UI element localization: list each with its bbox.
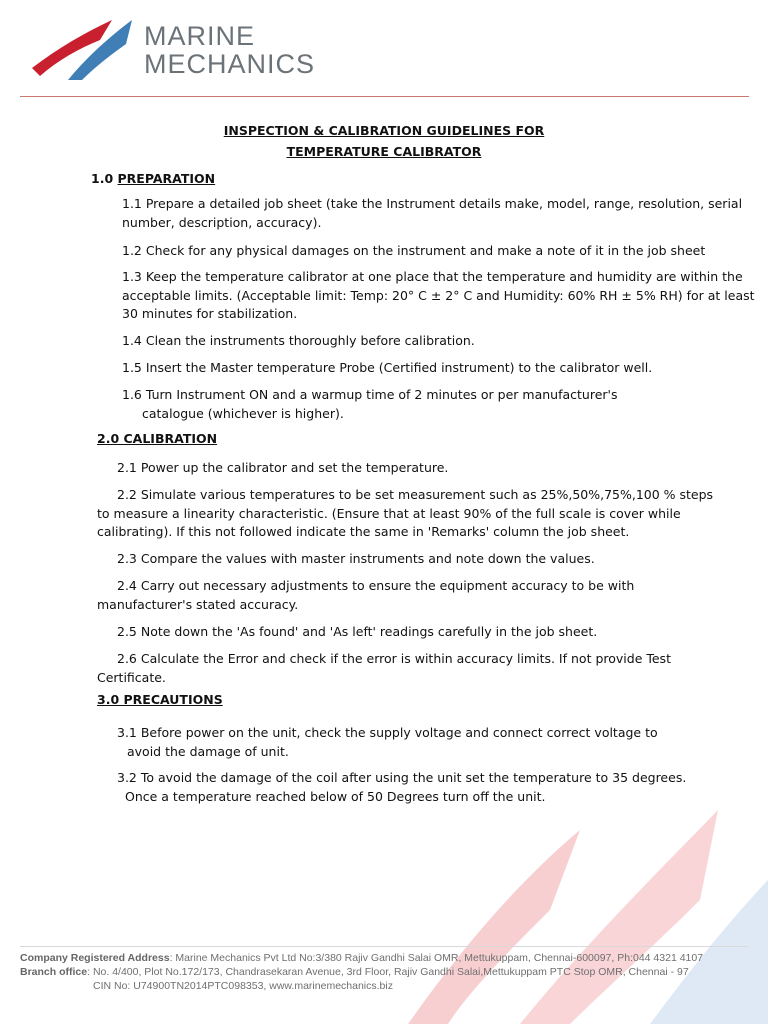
footer-text: : No. 4/400, Plot No.172/173, Chandrasekaran Avenue, 3rd Floor, Rajiv Gandhi Salai,Mettukuppam PTC Stop OMR, Chennai - 97 [87, 966, 689, 978]
item-line: 2.1 Power up the calibrator and set the temperature. [117, 460, 449, 475]
item-line: 2.4 Carry out necessary adjustments to ensure the equipment accuracy to be with [117, 578, 635, 593]
brand-line-2: MECHANICS [144, 49, 316, 79]
item-line: 3.1 Before power on the unit, check the supply voltage and connect correct voltage to [117, 725, 658, 740]
section-title: 3.0 PRECAUTIONS [97, 692, 223, 707]
item-line: catalogue (whichever is higher). [142, 405, 344, 421]
item-line: 1.6 Turn Instrument ON and a warmup time of 2 minutes or per manufacturer's [122, 387, 618, 402]
item-2-3 [117, 550, 595, 569]
logo-watermark [400, 800, 768, 1024]
item-line: to measure a linearity characteristic. (Ensure that at least 90% of the full scale is cover while [97, 505, 681, 521]
item-line: 1.1 Prepare a detailed job sheet (take the Instrument details make, model, range, resolution, serial [122, 196, 743, 211]
item-line: 1.5 Insert the Master temperature Probe (Certified instrument) to the calibrator well. [122, 360, 653, 375]
item-2-4 [97, 577, 634, 614]
item-line: 1.4 Clean the instruments thoroughly before calibration. [122, 333, 475, 348]
document-title-line-2: TEMPERATURE CALIBRATOR [286, 144, 482, 159]
item-1-4 [122, 332, 475, 351]
footer-cin: CIN No: U74900TN2014PTC098353, www.marinemechanics.biz [93, 980, 393, 992]
item-line: manufacturer's stated accuracy. [97, 596, 299, 612]
item-line: Once a temperature reached below of 50 Degrees turn off the unit. [125, 788, 546, 804]
item-line: 2.5 Note down the 'As found' and 'As left' readings carefully in the job sheet. [117, 624, 598, 639]
item-line: 3.2 To avoid the damage of the coil after using the unit set the temperature to 35 degrees. [117, 770, 687, 785]
item-line: 30 minutes for stabilization. [122, 306, 298, 321]
item-2-5 [117, 623, 597, 642]
section-heading-precautions [97, 692, 223, 707]
item-1-2 [122, 242, 705, 261]
item-1-1-cont [122, 214, 321, 233]
item-2-6 [97, 650, 671, 687]
item-line: calibrating). If this not followed indicate the same in 'Remarks' column the job sheet. [97, 524, 630, 539]
item-2-2 [97, 486, 713, 542]
section-title: PREPARATION [117, 171, 216, 186]
item-3-1 [117, 724, 658, 761]
item-1-5 [122, 359, 652, 378]
item-2-1 [117, 459, 448, 478]
footer-divider [20, 946, 748, 947]
company-name [144, 22, 315, 78]
item-line: avoid the damage of unit. [127, 743, 289, 759]
item-line: 2.6 Calculate the Error and check if the error is within accuracy limits. If not provide Test [117, 651, 671, 666]
footer-label: Branch office [20, 966, 88, 978]
item-line: 2.2 Simulate various temperatures to be set measurement such as 25%,50%,75%,100 % steps [117, 487, 714, 502]
document-title-line-1: INSPECTION & CALIBRATION GUIDELINES FOR [223, 123, 545, 138]
item-line: number, description, accuracy). [122, 215, 322, 230]
section-title: 2.0 CALIBRATION [97, 431, 218, 446]
footer-label: Company Registered Address [20, 952, 170, 964]
footer-text: : Marine Mechanics Pvt Ltd No:3/380 Rajiv Gandhi Salai OMR, Mettukuppam, Chennai-600097, Ph:044 4321 4107 [169, 952, 704, 964]
item-line: acceptable limits. (Acceptable limit: Temp: 20° C ± 2° C and Humidity: 60% RH ± 5% RH) for at least [122, 287, 755, 303]
item-line: 2.3 Compare the values with master instruments and note down the values. [117, 551, 595, 566]
footer-registered-address [20, 952, 703, 965]
header-divider [20, 96, 749, 97]
section-heading-calibration [97, 431, 217, 446]
brand-line-1: MARINE [144, 21, 256, 51]
item-line: Certificate. [97, 669, 166, 685]
section-number: 1.0 [91, 171, 114, 186]
item-line: 1.3 Keep the temperature calibrator at one place that the temperature and humidity are within the [122, 269, 743, 284]
item-1-1 [122, 195, 742, 214]
section-heading-preparation [91, 171, 215, 186]
item-3-2 [117, 769, 686, 806]
company-logo-mark [28, 18, 134, 80]
footer-branch-office [20, 966, 689, 979]
item-1-3 [122, 268, 755, 324]
item-line: 1.2 Check for any physical damages on the instrument and make a note of it in the job sheet [122, 243, 706, 258]
item-1-6 [122, 386, 617, 423]
